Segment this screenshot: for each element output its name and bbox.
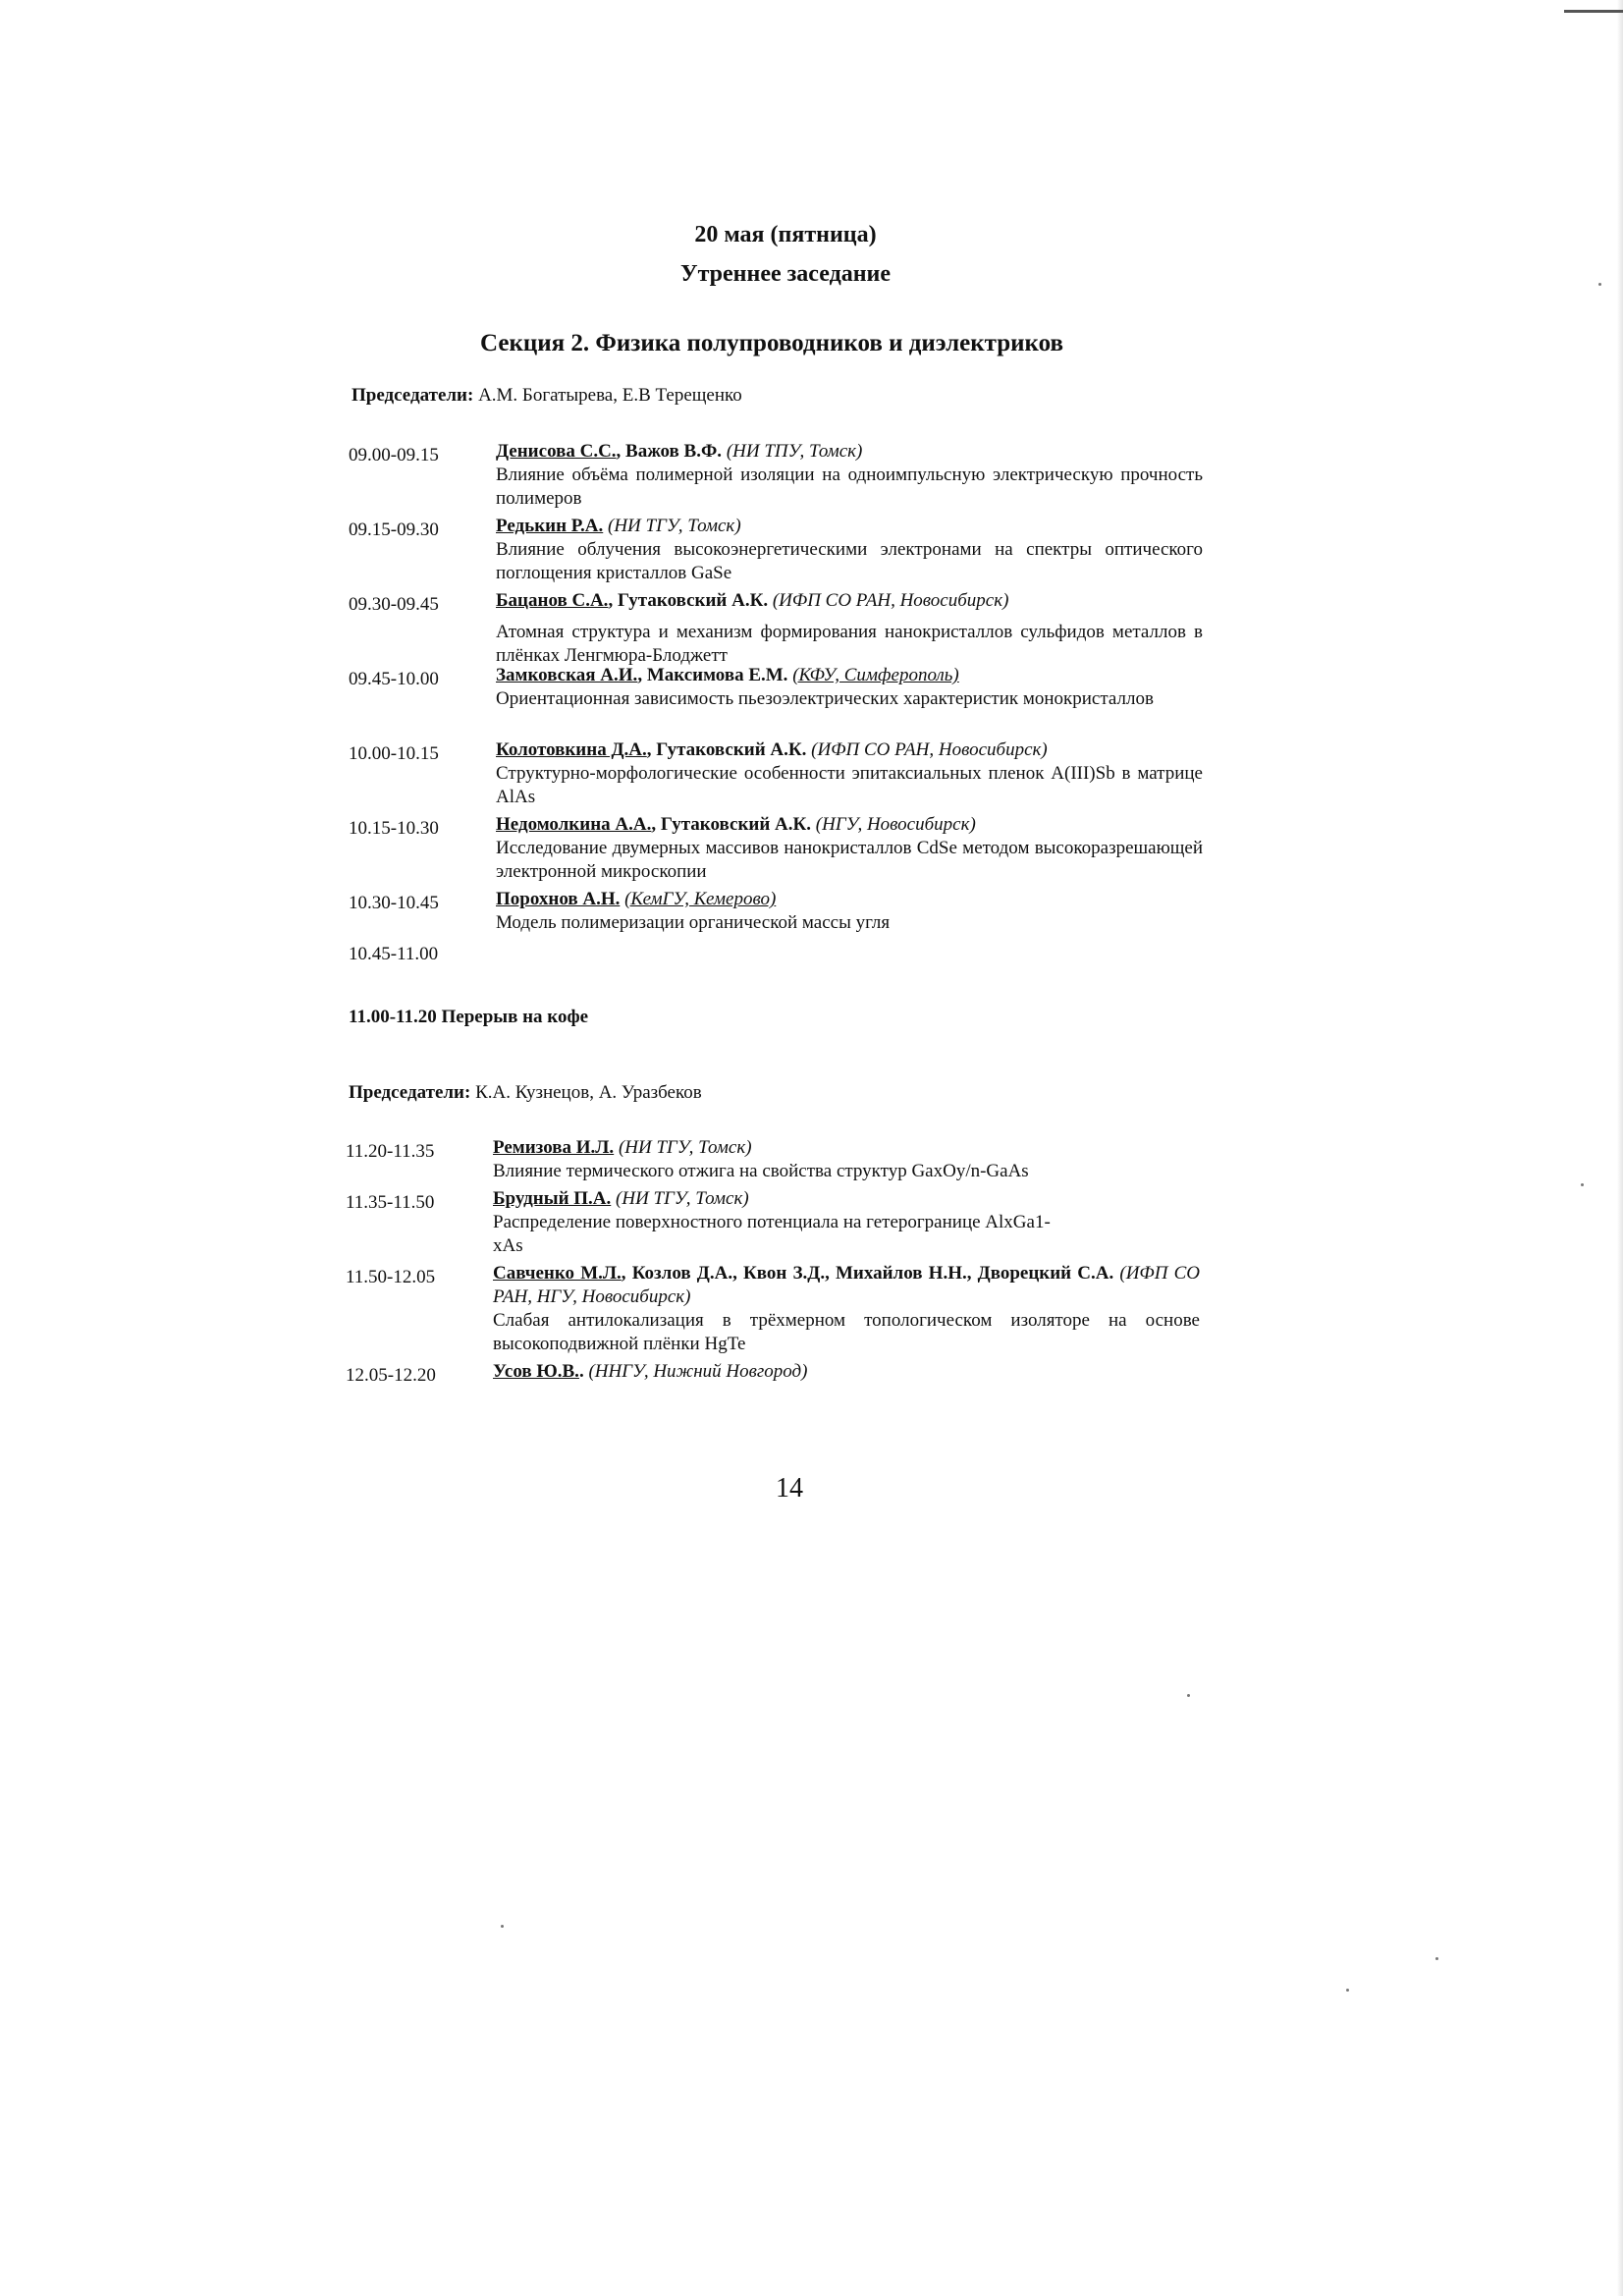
entry-authors [493, 1136, 1200, 1160]
page-number: 14 [776, 1473, 803, 1503]
scan-mark [1564, 10, 1623, 13]
coffee-break: 11.00-11.20 Перерыв на кофе [349, 1007, 589, 1027]
coauthors: , Гутаковский А.К. [646, 739, 812, 760]
coauthors: . [578, 1361, 589, 1382]
entry-time: 11.35-11.50 [346, 1192, 435, 1213]
presenter: Редькин Р.А. [496, 516, 604, 536]
presenter: Порохнов А.Н. [496, 889, 621, 909]
schedule-entry [349, 813, 1203, 888]
scan-speck [1598, 283, 1601, 286]
presenter: Замковская А.И. [496, 665, 638, 685]
schedule-entry [346, 1262, 1200, 1360]
entry-topic: Влияние облучения высокоэнергетическими электронами на спектры оптического поглощения кристаллов GaSe [496, 539, 1203, 583]
presenter: Колотовкина Д.А. [496, 739, 647, 760]
entry-time: 09.15-09.30 [349, 519, 439, 540]
entry-authors [496, 589, 1203, 613]
schedule-entry [349, 738, 1203, 813]
affiliation: (ИФП СО РАН, НГУ, Новосибирск) [493, 1263, 1200, 1307]
coauthors: , Козлов Д.А., Квон З.Д., Михайлов Н.Н., Дворецкий С.А. [621, 1263, 1120, 1284]
entry-topic: Ориентационная зависимость пьезоэлектрических характеристик монокристаллов [496, 688, 1154, 709]
scan-speck [1346, 1989, 1349, 1992]
entry-authors [496, 515, 1203, 538]
entry-time: 09.00-09.15 [349, 445, 439, 465]
entry-time: 10.45-11.00 [349, 944, 439, 964]
schedule-entry [346, 1187, 1200, 1262]
chairs-label: Председатели: [352, 385, 474, 406]
affiliation: (НИ ТПУ, Томск) [726, 441, 863, 462]
chairs-block-2 [349, 1082, 702, 1104]
presenter: Ремизова И.Л. [493, 1137, 615, 1158]
presenter: Недомолкина А.А. [496, 814, 652, 835]
scan-speck [501, 1925, 504, 1928]
entry-time: 11.50-12.05 [346, 1267, 436, 1287]
affiliation: (ННГУ, Нижний Новгород) [588, 1361, 808, 1382]
schedule-entry [349, 888, 1203, 939]
chairs-label: Председатели: [349, 1082, 471, 1103]
scan-speck [1435, 1957, 1438, 1960]
schedule-entry [346, 1360, 1200, 1390]
entry-time: 09.45-10.00 [349, 669, 439, 689]
affiliation: (НИ ТГУ, Томск) [616, 1188, 749, 1209]
chairs-names: К.А. Кузнецов, А. Уразбеков [475, 1082, 702, 1103]
entry-time: 10.00-10.15 [349, 743, 439, 764]
entry-authors [493, 1262, 1200, 1309]
affiliation: (КемГУ, Кемерово) [624, 889, 777, 909]
entry-topic: Влияние термического отжига на свойства структур GaxOy/n-GaAs [493, 1161, 1029, 1181]
coauthors: , Максимова Е.М. [637, 665, 793, 685]
coauthors: , Гутаковский А.К. [651, 814, 816, 835]
presenter: Брудный П.А. [493, 1188, 612, 1209]
presenter: Бацанов С.А. [496, 590, 609, 611]
entry-authors [496, 888, 1203, 911]
presenter: Савченко М.Л. [493, 1263, 622, 1284]
session-heading: Утреннее заседание [679, 261, 892, 287]
entry-authors [496, 664, 1203, 687]
schedule-entry [349, 515, 1203, 589]
affiliation: (НИ ТГУ, Томск) [608, 516, 741, 536]
entry-time: 10.30-10.45 [349, 893, 439, 913]
entry-authors [493, 1360, 1200, 1384]
coauthors: , Гутаковский А.К. [608, 590, 773, 611]
entry-topic: Модель полимеризации органической массы угля [496, 912, 891, 933]
schedule-entry [346, 1136, 1200, 1187]
presenter: Денисова С.С. [496, 441, 617, 462]
entry-topic: Слабая антилокализация в трёхмерном топологическом изоляторе на основе высокоподвижной плёнки HgTe [493, 1310, 1200, 1354]
affiliation: (КФУ, Симферополь) [792, 665, 959, 685]
entry-time: 11.20-11.35 [346, 1141, 435, 1162]
chairs-block-1 [352, 385, 742, 407]
coauthors: , Важов В.Ф. [616, 441, 727, 462]
entry-authors [493, 1187, 1072, 1211]
entry-time: 10.15-10.30 [349, 818, 439, 839]
section-title: Секция 2. Физика полупроводников и диэлектриков [479, 330, 1064, 356]
entry-authors [496, 813, 1203, 837]
entry-authors [496, 440, 1203, 464]
entry-topic: Исследование двумерных массивов нанокристаллов CdSe методом высокоразрешающей электронной микроскопии [496, 838, 1203, 882]
entry-topic: Влияние объёма полимерной изоляции на одноимпульсную электрическую прочность полимеров [496, 465, 1203, 509]
schedule-block-2 [346, 1136, 1200, 1390]
entry-topic: Структурно-морфологические особенности эпитаксиальных пленок A(III)Sb в матрице AlAs [496, 763, 1203, 807]
chairs-names: А.М. Богатырева, Е.В Терещенко [478, 385, 742, 406]
entry-topic: Распределение поверхностного потенциала на гетерогранице AlxGa1-xAs [493, 1212, 1051, 1256]
presenter: Усов Ю.В. [493, 1361, 579, 1382]
entry-time: 12.05-12.20 [346, 1365, 436, 1386]
entry-authors [496, 738, 1203, 762]
schedule-block-1 [349, 440, 1203, 968]
affiliation: (ИФП СО РАН, Новосибирск) [772, 590, 1009, 611]
entry-time: 09.30-09.45 [349, 594, 439, 615]
schedule-entry [349, 664, 1203, 738]
schedule-entry [349, 589, 1203, 664]
affiliation: (НГУ, Новосибирск) [815, 814, 976, 835]
day-heading: 20 мая (пятница) [694, 222, 877, 247]
scan-edge-shadow [1617, 0, 1623, 2296]
affiliation: (НИ ТГУ, Томск) [618, 1137, 752, 1158]
entry-topic: Атомная структура и механизм формирования нанокристаллов сульфидов металлов в плёнках Ленгмюра-Блоджетт [496, 622, 1203, 666]
schedule-entry [349, 939, 1203, 968]
affiliation: (ИФП СО РАН, Новосибирск) [811, 739, 1048, 760]
schedule-entry [349, 440, 1203, 515]
scan-speck [1581, 1183, 1584, 1186]
scan-speck [1187, 1694, 1190, 1697]
